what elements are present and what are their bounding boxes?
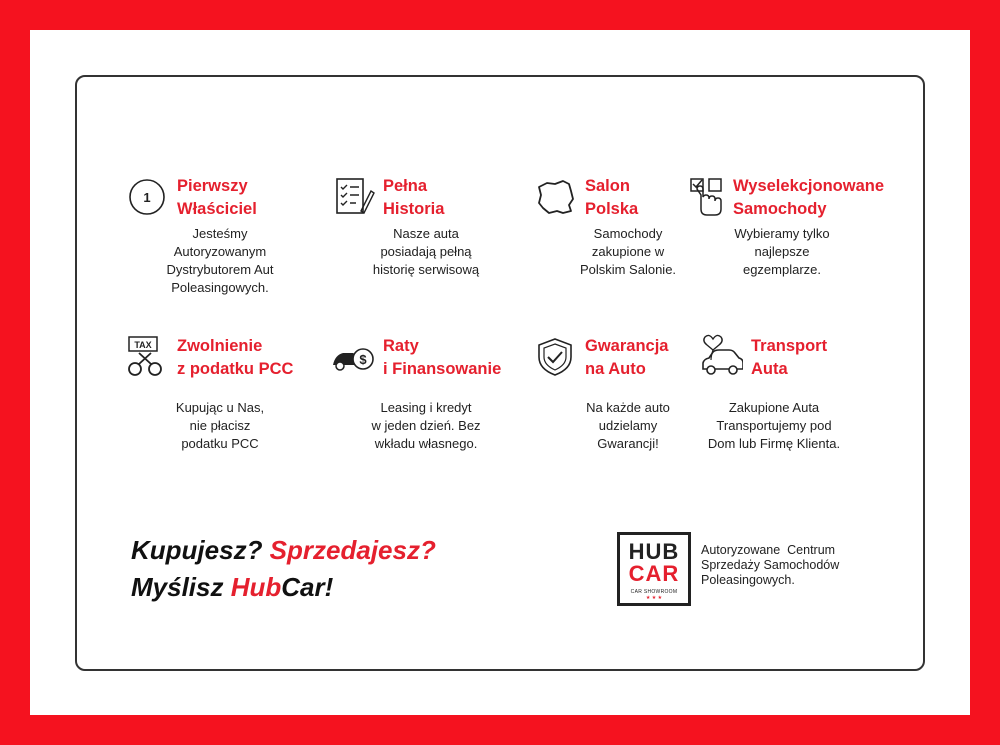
feature-first-owner (125, 175, 315, 305)
checkbox-select-icon (687, 175, 731, 219)
feature-tax-exemption (125, 335, 325, 455)
car-finance-icon (331, 335, 375, 379)
feature-selected-cars (687, 175, 897, 285)
feature-description: Leasing i kredyt w jeden dzień. Bez wkładu własnego. (371, 400, 481, 451)
feature-transport (699, 335, 889, 455)
feature-description: Nasze auta posiadają pełną historię serwisową (372, 226, 480, 277)
feature-description: Zakupione Auta Transportujemy pod Dom lub Firmę Klienta. (707, 400, 841, 451)
features-card (75, 75, 925, 671)
company-description: Autoryzowane Centrum Sprzedaży Samochodów Poleasingowych. (701, 543, 840, 587)
tax-scissors-icon (125, 335, 169, 379)
feature-title: Salon Polska (585, 177, 639, 218)
feature-full-history (331, 175, 521, 285)
checklist-icon (331, 175, 375, 219)
poland-map-icon (533, 175, 577, 219)
white-frame (30, 30, 970, 715)
logo-hub-text: HUB (628, 539, 680, 564)
slogan (131, 532, 436, 606)
slogan-line-2: Myślisz HubCar! (131, 572, 334, 602)
number-one-badge: 1 (143, 190, 151, 205)
feature-title: Pełna Historia (383, 177, 445, 218)
feature-title: Pierwszy Właściciel (177, 177, 257, 218)
number-one-icon (125, 175, 169, 219)
slogan-line-1: Kupujesz? Sprzedajesz? (131, 535, 436, 565)
feature-title: Zwolnienie z podatku PCC (177, 337, 294, 378)
logo-stars: ★ ★ ★ (645, 595, 663, 601)
hubcar-logo (617, 532, 691, 606)
feature-description: Na każde auto udzielamy Gwarancji! (586, 400, 670, 451)
logo-showroom-text: CAR SHOWROOM (630, 589, 678, 595)
feature-title: Wyselekcjonowane Samochody (733, 177, 885, 218)
logo-car-text: CAR (628, 561, 680, 586)
feature-title: Raty i Finansowanie (383, 337, 502, 378)
feature-description: Kupując u Nas, nie płacisz podatku PCC (175, 400, 265, 451)
feature-description: Wybieramy tylko najlepsze egzemplarze. (734, 226, 830, 277)
car-heart-icon (699, 323, 743, 379)
shield-check-icon (533, 335, 577, 379)
feature-title: Gwarancja na Auto (585, 337, 669, 378)
tax-label: TAX (134, 340, 152, 350)
feature-financing (331, 335, 531, 455)
svg-text:$: $ (359, 352, 367, 367)
feature-description: Samochody zakupione w Polskim Salonie. (579, 226, 677, 277)
feature-description: Jesteśmy Autoryzowanym Dystrybutorem Aut Poleasingowych. (166, 226, 274, 295)
feature-title: Transport Auta (751, 337, 828, 378)
